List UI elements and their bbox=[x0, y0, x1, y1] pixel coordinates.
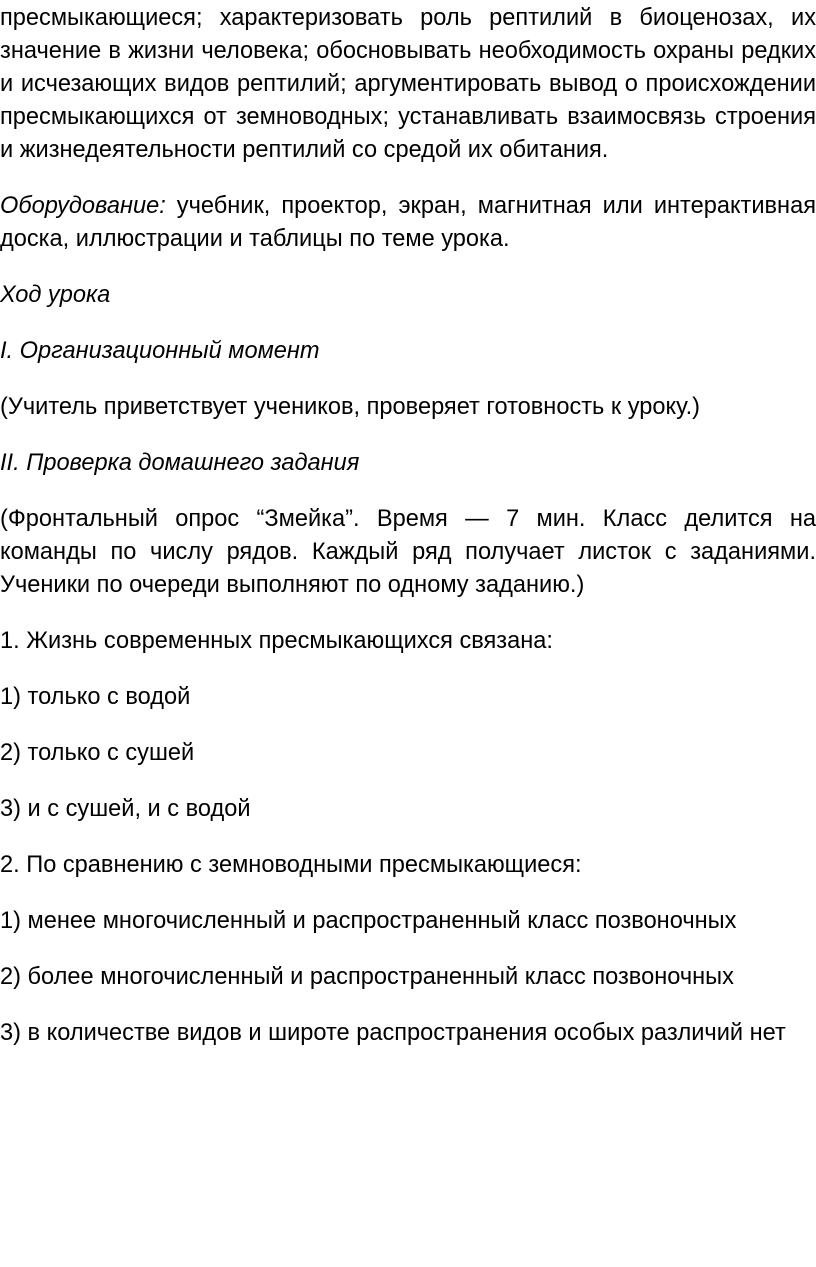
question-2-option-2: 2) более многочисленный и распространенный класс позвоночных bbox=[0, 964, 734, 990]
equipment-paragraph bbox=[0, 190, 816, 256]
section-2-text: (Фронтальный опрос “Змейка”. Время — 7 мин. Класс делится на команды по числу рядов. Каждый ряд получает листок с заданиями. Ученики по очереди выполняют по одному заданию.) bbox=[0, 506, 816, 598]
section-2-title: II. Проверка домашнего задания bbox=[0, 450, 360, 476]
section-1-text: (Учитель приветствует учеников, проверяет готовность к уроку.) bbox=[0, 394, 700, 420]
question-1: 1. Жизнь современных пресмыкающихся связана: bbox=[0, 628, 553, 654]
question-2-option-1: 1) менее многочисленный и распространенный класс позвоночных bbox=[0, 908, 737, 934]
question-1-option-2: 2) только с сушей bbox=[0, 740, 195, 766]
question-2: 2. По сравнению с земноводными пресмыкающиеся: bbox=[0, 852, 582, 878]
section-1-title: I. Организационный момент bbox=[0, 338, 320, 364]
question-2-option-3: 3) в количестве видов и широте распространения особых различий нет bbox=[0, 1020, 786, 1046]
equipment-label: Оборудование: bbox=[0, 193, 166, 219]
intro-paragraph: пресмыкающиеся; характеризовать роль рептилий в биоценозах, их значение в жизни человека; обосновывать необходимость охраны редких и исчезающих видов рептилий; аргументировать вывод о происхождении пресмыкающихся от земноводных; устанавливать взаимосвязь строения и жизнедеятельности рептилий со средой их обитания. bbox=[0, 5, 816, 163]
question-1-option-1: 1) только с водой bbox=[0, 684, 191, 710]
question-1-option-3: 3) и с сушей, и с водой bbox=[0, 796, 251, 822]
lesson-heading: Ход урока bbox=[0, 282, 111, 308]
equipment-text: учебник, проектор, экран, магнитная или интерактивная доска, иллюстрации и таблицы по теме урока. bbox=[0, 193, 816, 252]
